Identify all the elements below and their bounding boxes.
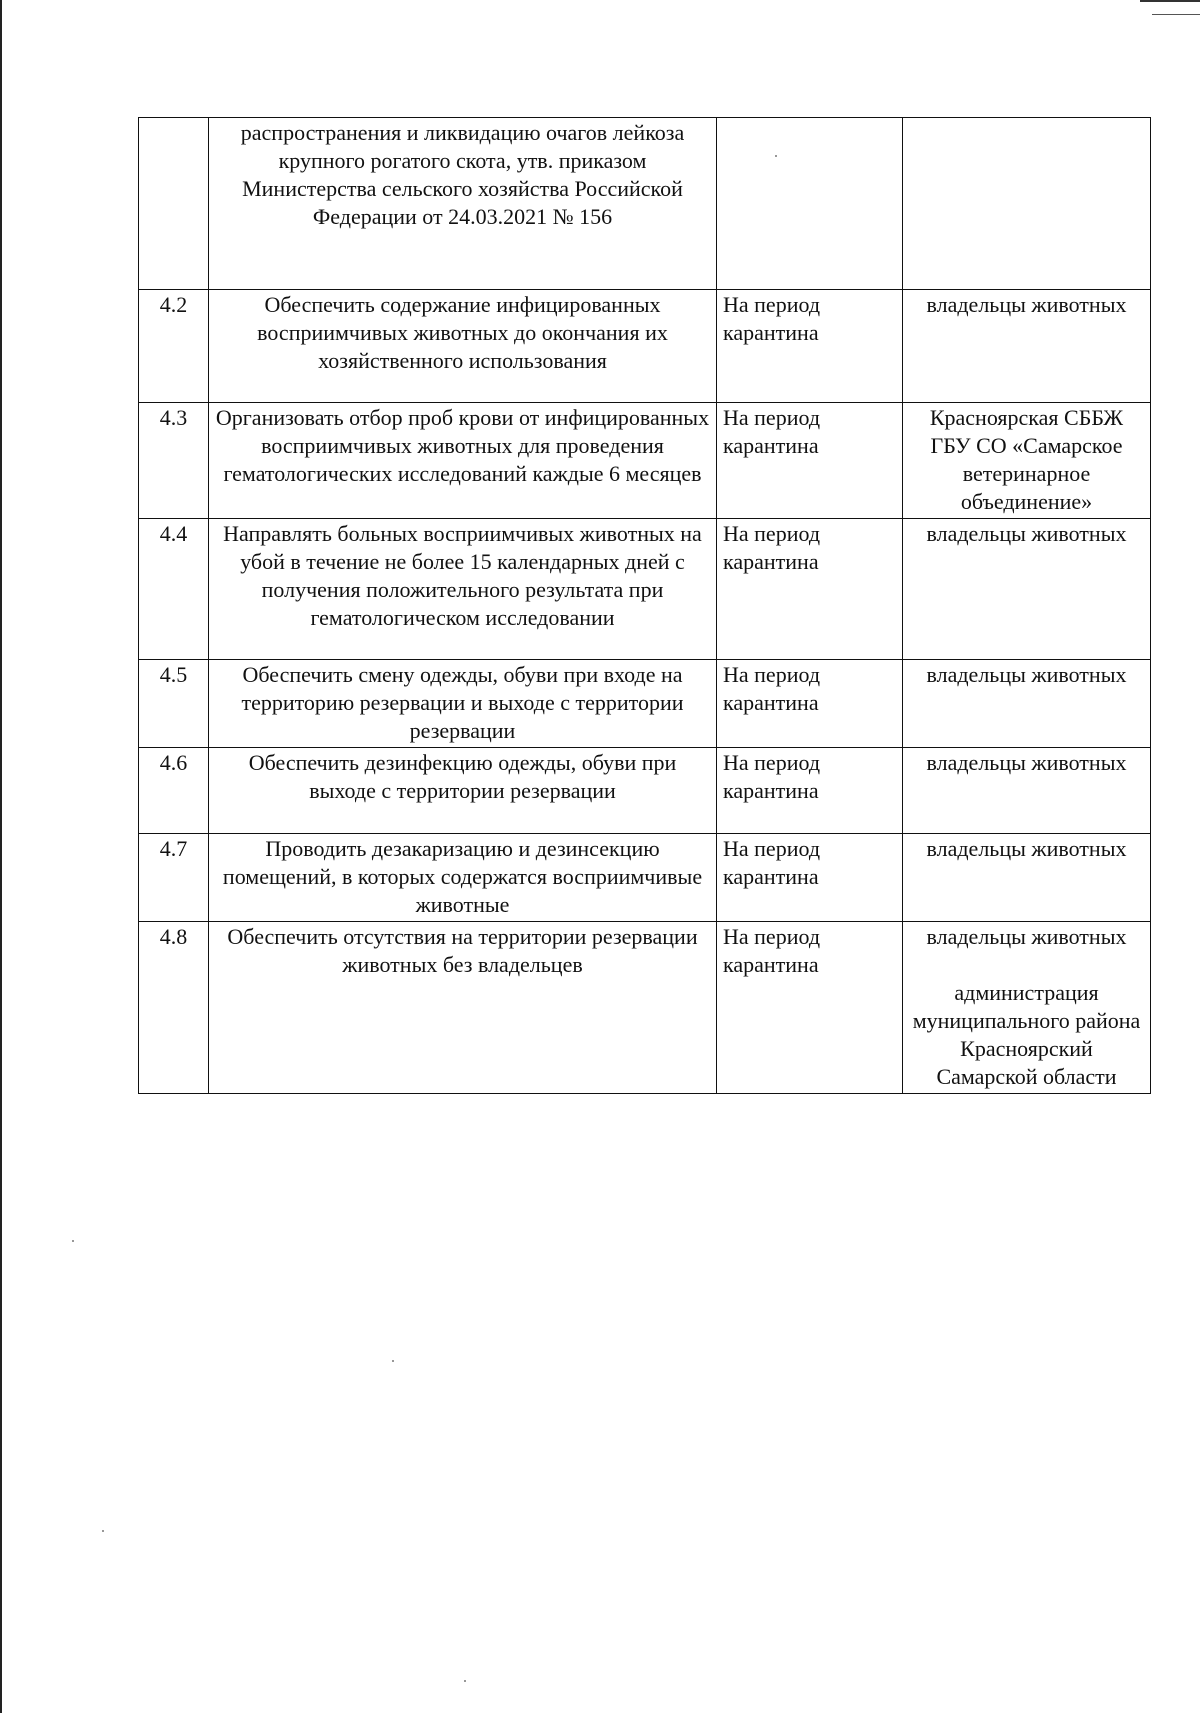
responsible-line: Красноярская СББЖ ГБУ СО «Самарское ветеринарное объединение»	[929, 405, 1124, 514]
table-row	[139, 922, 1151, 1094]
row-responsible	[903, 748, 1151, 834]
responsible-line: владельцы животных	[926, 292, 1127, 317]
table-row	[139, 834, 1151, 922]
row-number: 4.6	[139, 748, 209, 834]
row-term: На период карантина	[717, 834, 903, 922]
scan-speck	[464, 1680, 466, 1682]
row-action: Организовать отбор проб крови от инфицированных восприимчивых животных для проведения гематологических исследований каждые 6 месяцев	[209, 403, 717, 519]
scan-top-right-mark	[1140, 0, 1200, 2]
responsible-gap	[909, 951, 1144, 979]
row-number: 4.8	[139, 922, 209, 1094]
responsible-line: владельцы животных	[926, 750, 1127, 775]
responsible-line: владельцы животных	[926, 836, 1127, 861]
row-action: Направлять больных восприимчивых животных на убой в течение не более 15 календарных дней с получения положительного результата при гематологическом исследовании	[209, 519, 717, 660]
row-responsible	[903, 922, 1151, 1094]
row-number: 4.7	[139, 834, 209, 922]
scan-top-right-mark-2	[1152, 14, 1200, 15]
row-responsible	[903, 519, 1151, 660]
row-term: На период карантина	[717, 403, 903, 519]
row-action: Проводить дезакаризацию и дезинсекцию помещений, в которых содержатся восприимчивые животные	[209, 834, 717, 922]
scan-left-edge	[0, 0, 2, 1713]
row-number: 4.3	[139, 403, 209, 519]
row-responsible	[903, 403, 1151, 519]
row-term: На период карантина	[717, 660, 903, 748]
row-responsible	[903, 660, 1151, 748]
row-term: На период карантина	[717, 748, 903, 834]
responsible-line: владельцы животных	[926, 662, 1127, 687]
table-row	[139, 118, 1151, 290]
row-term: На период карантина	[717, 922, 903, 1094]
scan-speck	[775, 155, 777, 157]
row-number: 4.2	[139, 290, 209, 403]
row-action: Обеспечить отсутствия на территории резервации животных без владельцев	[209, 922, 717, 1094]
row-number	[139, 118, 209, 290]
scan-speck	[102, 1530, 104, 1532]
row-number: 4.4	[139, 519, 209, 660]
scan-speck	[392, 1360, 394, 1362]
row-number: 4.5	[139, 660, 209, 748]
table-row	[139, 748, 1151, 834]
row-term: На период карантина	[717, 519, 903, 660]
row-responsible	[903, 118, 1151, 290]
responsible-line: владельцы животных	[926, 521, 1127, 546]
row-action: распространения и ликвидацию очагов лейкоза крупного рогатого скота, утв. приказом Министерства сельского хозяйства Российской Федерации от 24.03.2021 № 156	[209, 118, 717, 290]
row-action: Обеспечить смену одежды, обуви при входе на территорию резервации и выходе с территории резервации	[209, 660, 717, 748]
row-responsible	[903, 290, 1151, 403]
table-row	[139, 519, 1151, 660]
scan-speck	[72, 1240, 74, 1242]
row-term	[717, 118, 903, 290]
measures-table	[138, 117, 1151, 1094]
responsible-line: администрация муниципального района Красноярский Самарской области	[912, 980, 1141, 1089]
row-responsible	[903, 834, 1151, 922]
table-row	[139, 660, 1151, 748]
row-action: Обеспечить содержание инфицированных восприимчивых животных до окончания их хозяйственного использования	[209, 290, 717, 403]
table-row	[139, 403, 1151, 519]
row-action: Обеспечить дезинфекцию одежды, обуви при выходе с территории резервации	[209, 748, 717, 834]
row-term: На период карантина	[717, 290, 903, 403]
responsible-line: владельцы животных	[926, 924, 1127, 949]
table-row	[139, 290, 1151, 403]
